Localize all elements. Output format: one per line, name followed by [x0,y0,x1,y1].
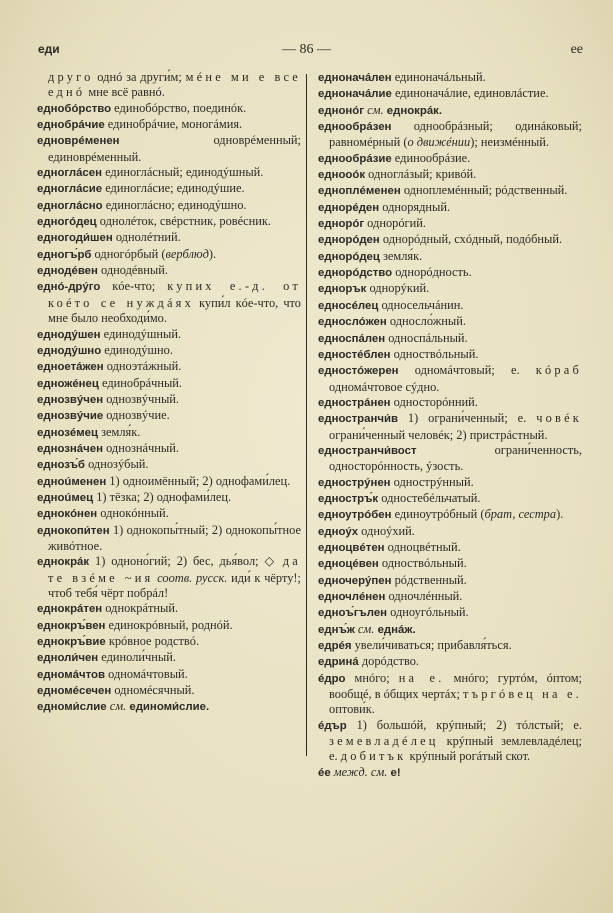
dictionary-entry [37,618,301,634]
running-head-left: еди [38,42,60,56]
dictionary-entry [37,699,301,715]
headword: едноетáжен [37,361,104,374]
italic-note: см. [354,621,375,636]
dictionary-entry [318,281,582,297]
definition-text: одноýхий. [358,523,415,538]
example-phrase: човéк [536,411,582,426]
headword: едносло́жен [318,316,387,329]
headword: éдър [318,719,347,732]
headword: едноспáлен [318,332,386,345]
headword: едногóдец [37,216,97,229]
dictionary-entry [37,198,301,214]
headword: еднокóнен [37,508,98,521]
dictionary-entry [318,589,582,605]
dictionary-entry [318,70,582,86]
headword: едноглáсно [37,199,103,212]
definition-text: 1) тёзка; 2) однофами́лец. [93,489,232,504]
headword: еднодýшно [37,344,102,357]
headword: еднорóдец [318,250,380,263]
dictionary-entry [318,151,582,167]
dictionary-entry [318,443,582,475]
definition-text: 1) ограни́ченный; е. [397,411,537,426]
headword: еднострýнен [318,476,391,489]
headword: еднокръ́вен [37,619,106,632]
definition-text: единоглáсный; единодýшный. [101,165,264,180]
headword: едноми́слие [37,701,107,714]
headword: едрéя [318,640,352,653]
definition-text: иди́ к чёрту!; чтоб тебя́ чёрт побрáл! [48,570,301,600]
headword: едринá [318,656,359,669]
definition-text: дорóдство. [358,654,420,669]
dictionary-entry [318,765,582,781]
definition-text: одномáчтовый; е. [398,363,536,378]
definition-text: односло́жный. [386,314,466,329]
dictionary-entry [37,408,301,424]
headword: едноъ́гълен [318,607,388,620]
definition-text: единодýшно. [101,342,173,357]
dictionary-entry [37,601,301,617]
left-column [37,70,301,716]
dictionary-entry [37,133,301,165]
dictionary-entry [37,359,301,375]
headword: еднодéвен [37,265,98,278]
definition-text: крýпный рогáтый скот. [406,749,531,764]
headword: едноýх [318,525,359,538]
definition-text: одноствóльный. [378,556,467,571]
dictionary-entry [318,119,582,151]
definition-text: одногóрбый ( [91,246,166,261]
headword: едножéнец [37,377,99,390]
definition-text: ). [556,507,564,522]
dictionary-entry [318,671,582,718]
headword: еднокрáтен [37,603,103,616]
headword: еднооóк [318,169,366,182]
headword: едноплéменен [318,185,401,198]
dictionary-entry [318,331,582,347]
definition-text: земля́к. [379,248,423,263]
headword: еднорóдство [318,267,393,280]
headword: еднонóг [318,104,364,117]
headword: едностóжерен [318,365,399,378]
definition-text: одностебéльчатый. [378,490,481,505]
headword: едномéсечен [37,685,112,698]
dictionary-entry [37,634,301,650]
headword: еднáж. [374,623,416,636]
definition-text: однозвýчие. [103,408,170,423]
definition-text: единобрáчный. [98,375,183,390]
headword: едноначáлен [318,72,392,84]
dictionary-entry [37,101,301,117]
definition-text: единокрóвный, роднóй. [105,617,233,632]
definition-text: одноствóльный. [390,346,479,361]
italic-note: верблюд [165,246,209,261]
headword: еднострáнен [318,396,391,409]
headword: еднозéмец [37,426,99,439]
dictionary-entry [318,540,582,556]
definition-text: односпáльный. [385,330,468,345]
dictionary-entry [318,249,582,265]
definition-text: одноглáзый; кривóй. [365,167,477,182]
italic-note: соотв. русск. [153,570,228,585]
dictionary-entry [37,554,301,601]
dictionary-entry [37,457,301,473]
definition-text: однокóнный. [97,506,169,521]
headword: едноцéвен [318,558,379,571]
definition-text: однорóдность. [392,265,472,280]
headword: еднобóрство [37,102,112,115]
headword: еднъ́ж [318,623,355,636]
dictionary-entry [318,654,582,670]
dictionary-entry [318,314,582,330]
dictionary-entry [318,167,582,183]
headword: едностéблен [318,348,391,361]
headword: еднорéден [318,201,380,214]
definition-text: одномéсячный. [111,683,195,698]
definition-text: одноэтáжный. [103,359,182,374]
definition-text: единобóрство, поединóк. [111,100,247,115]
italic-note: см. [106,699,127,714]
example-phrase: друго [48,70,94,84]
headword: еднорóден [318,234,380,247]
headword: единоми́слие. [126,701,210,714]
headword: еднозвýчие [37,410,104,423]
definition-text: однокрáтный. [102,601,179,616]
definition-text: однозвýчный. [103,391,180,406]
definition-text: единоначáлие, единовлáстие. [391,86,549,101]
dictionary-entry [318,507,582,523]
example-phrase: мéне ми е все еднó [48,70,302,100]
dictionary-entry [37,343,301,359]
dictionary-entry [37,474,301,490]
headword: еднознáчен [37,442,103,455]
dictionary-entry [37,523,301,555]
dictionary-entry [37,327,301,343]
italic-note: брат, сестра [484,507,557,522]
definition-text: единоли́чный. [98,650,176,665]
dictionary-entry [318,718,582,765]
definition-text: ). [208,246,217,261]
headword: едноглáсен [37,167,102,180]
definition-text: крóвное родствó. [105,634,200,649]
definition-text: однолéтний. [112,230,181,245]
headword: еднокръ́вие [37,636,106,649]
definition-text: односельчáнин. [378,297,464,312]
definition-text: однострýнный. [390,474,474,489]
definition-text: ограни́ченный человéк; 2) пристрáстный. [329,427,548,442]
definition-text: земля́к. [98,424,141,439]
definition-text: мнóго; гуртóм, óптом; вообщé, в óбщих чертáх; [329,670,583,702]
definition-text: мне всё равнó. [85,85,165,100]
definition-text: оптови́к. [329,702,375,717]
headword: еднозъ́б [37,459,85,472]
definition-text: рóдственный. [391,572,467,587]
dictionary-entry [318,556,582,572]
headword: едноúменен [37,475,107,488]
example-phrase: да те взéме ~ия [48,554,301,585]
headword: едностръ́к [318,492,379,505]
page-number: — 86 — [282,42,331,57]
example-phrase: купих е.-д. от коéто се нуждáях [48,279,301,310]
running-head-right: ее [570,42,583,57]
dictionary-entry [37,667,301,683]
dictionary-entry [318,573,582,589]
dictionary-entry [318,298,582,314]
definition-text: одночлéнный. [385,589,463,603]
dictionary-entry [37,279,301,326]
example-phrase: добитък [340,749,407,764]
dictionary-entry [37,425,301,441]
definition-text: увели́чиваться; прибавля́ться. [351,638,512,653]
headword: еднорóг [318,218,365,231]
italic-note: межд. см. [330,764,388,779]
column-divider [306,74,307,756]
dictionary-entry [37,214,301,230]
definition-text: 1) одноимённый; 2) однофами́лец. [106,473,291,488]
example-phrase: земевладéлец [329,734,439,749]
dictionary-entry [318,200,582,216]
definition-text: одноугóльный. [387,605,469,620]
dictionary-entry [37,181,301,197]
definition-text: единоглáсно; единодýшно. [102,197,247,212]
italic-note: см. [364,102,384,117]
dictionary-entry [318,265,582,281]
dictionary-entry [37,263,301,279]
dictionary-entry [318,86,582,102]
headword: еднорък [318,283,367,296]
dictionary-entry [318,232,582,248]
example-phrase: кóраб [535,363,582,378]
definition-text: однó за други́м; [93,70,186,84]
dictionary-entry [37,247,301,263]
dictionary-entry [318,395,582,411]
headword: еднокрáк. [383,104,443,117]
definition-text: однорýкий. [366,281,430,296]
dictionary-entry [37,117,301,133]
definition-text: односторóнний. [390,394,478,409]
dictionary-entry [318,363,582,395]
definition-text: крýпный землевладéлец; е. [329,734,582,764]
dictionary-entry [318,491,582,507]
headword: едночлéнен [318,591,386,603]
dictionary-entry [37,165,301,181]
right-column [318,70,582,781]
headword: едносéлец [318,299,379,312]
definition-text: однорядный. [379,199,451,214]
dictionary-entry [37,230,301,246]
example-phrase: на е. [398,670,445,685]
headword: éе [318,766,331,779]
dictionary-entry [318,347,582,363]
dictionary-entry [318,622,582,638]
headword: едноутрóбен [318,509,392,522]
definition-text: однодéвный. [97,263,168,278]
headword: едноúмец [37,491,94,504]
definition-text: 1) большóй, крýпный; 2) тóлстый; е. [346,717,582,732]
dictionary-entry [318,183,582,199]
headword: е! [387,766,401,779]
definition-text: однорóгий. [364,216,426,231]
dictionary-entry [37,683,301,699]
headword: едногъ́рб [37,248,92,261]
dictionary-entry [318,605,582,621]
dictionary-entry [318,411,582,443]
headword: еднодýшен [37,328,101,341]
headword: едногоди́шен [37,232,113,245]
headword: едностранчи́в [318,413,398,426]
definition-text: 1) однокопы́тный; 2) однокопы́тное живóтное. [48,522,301,553]
dictionary-entry [37,441,301,457]
dictionary-entry [318,475,582,491]
definition-text: одноврéменный; единоврéменный. [48,133,301,164]
headword: едноли́чен [37,652,99,665]
headword: еднокрáк [37,556,90,569]
headword: еднозвýчен [37,393,104,406]
entry-continuation [37,70,301,101]
definition-text: мнóго; [345,670,399,685]
definition-text: единоутрóбный ( [391,507,485,522]
headword: едноначáлие [318,88,392,101]
dictionary-entry [37,392,301,408]
dictionary-entry [37,506,301,522]
example-phrase: търгóвец на е. [463,687,582,702]
headword: еднообрáзие [318,152,392,165]
definition-text: единодýшный. [100,326,182,341]
definition-text: единоглáсие; единодýшие. [102,181,245,196]
headword: еднообрáзен [318,121,392,134]
headword: едностранчи́вост [318,444,417,457]
definition-text: однообрáзный; одинáковый; равномéрный ( [329,119,582,150]
definition-text: 1) одноно́гий; 2) бес, дья́вол; ◇ [89,554,283,569]
headword: еднобрáчие [37,119,105,132]
italic-note: о движéнии [407,135,471,150]
headword: éдро [318,672,346,685]
headword: еднокопи́тен [37,524,110,537]
dictionary-entry [318,103,582,119]
definition-text: одномáчтовый. [105,666,188,681]
definition-text: одноцвéтный. [384,539,461,554]
definition-text: одномáчтовое сýдно. [329,379,440,394]
definition-text: единоначáльный. [391,70,486,84]
dictionary-entry [37,650,301,666]
dictionary-entry [37,376,301,392]
headword: едномáчтов [37,668,106,681]
definition-text: ); неизмéнный. [470,135,549,150]
definition-text: однолéток, свéрстник, ровéсник. [96,214,271,229]
definition-text: однозýбый. [84,457,149,472]
dictionary-entry [318,216,582,232]
definition-text: ограни́ченность, односторóнность, ýзость. [329,442,582,474]
dictionary-entry [37,490,301,506]
definition-text: купи́л кóе-что, что мне было необходи́мо. [48,295,301,326]
headword: едноцвéтен [318,541,385,554]
headword: едноврéменен [37,135,120,148]
headword: еднó-дрýго [37,281,101,294]
definition-text: единообрáзие. [391,150,471,165]
headword: едночерýпен [318,574,392,587]
definition-text: однознáчный. [102,440,179,455]
definition-text: единобрáчие, моногáмия. [104,117,243,132]
definition-text: одноплемéнный; рóдственный. [400,183,568,198]
headword: едноглáсие [37,183,103,196]
dictionary-entry [318,638,582,654]
dictionary-entry [318,524,582,540]
definition-text: однорóдный, схóдный, подóбный. [379,232,563,247]
definition-text: кóе-что; [100,279,168,294]
